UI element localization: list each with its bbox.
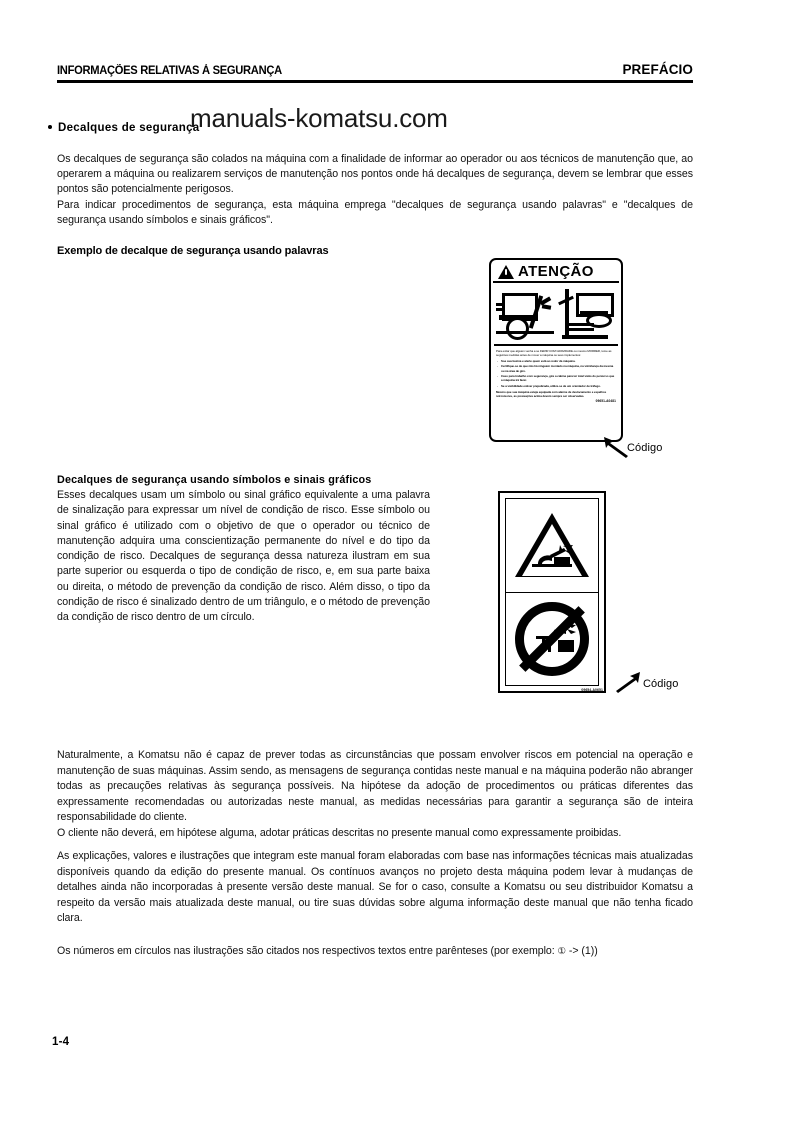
circled-one-glyph: ① — [557, 946, 567, 957]
decal-bullet-item: · Se a visibilidade estiver prejudicada, utilize-se de um orientador de tráfego. — [501, 384, 616, 388]
section-bullet-heading-label: Decalques de segurança — [58, 122, 200, 134]
decal-pictogram-row — [494, 285, 618, 346]
revisions-paragraph: As explicações, valores e ilustrações que integram este manual foram elaboradas com base nas informações técnicas mais atualizadas disponíveis quando da edição do presente manual. Os contínuos avanços no projeto desta máquina podem levar à mudanças de detalhes ainda não incorporadas à presente versão deste manual. Se for o caso, consulte a Komatsu ou seu distribuidor Komatsu a respeito da versão mais atualizada deste manual, ou tire suas dúvidas sobre alguma informação deste manual que não tenha ficado clara. — [57, 850, 693, 925]
revisions-paragraph-block — [57, 849, 693, 927]
codigo-arrow-1-icon — [602, 437, 630, 459]
header-section-title: INFORMAÇÕES RELATIVAS À SEGURANÇA — [57, 65, 282, 77]
decal-signal-word: ATENÇÃO — [518, 263, 594, 280]
decal-bullet-list — [496, 359, 616, 388]
symbols-paragraph-block — [57, 488, 430, 626]
header-chapter-title: PREFÁCIO — [622, 62, 693, 77]
decal-bullet-item: · Soe sua buzina e alerte quem está ao redor da máquina. — [501, 359, 616, 363]
symbols-paragraph: Esses decalques usam um símbolo ou sinal gráfico equivalente a uma palavra de sinalização para expressar um nível de condição de risco. Esse símbolo ou sinal gráfico é utilizado com o objetivo de que o operador ou técnico de manutenção adquira uma conscientização permanente do nível e do tipo da condição de risco. Decalques de segurança dessa natureza ilustram em sua parte superior ou esquerda o tipo de condição de risco, e, em sua parte baixa ou direita, o método de prevenção da condição de risco. Além disso, o tipo da condição de risco é sinalizado dentro de um triângulo, e o método de prevenção da condição de risco dentro de um círculo. — [57, 489, 430, 624]
bullet-dot-icon — [48, 125, 52, 129]
prohibition-circle-icon — [515, 602, 589, 676]
hazard-triangle-icon — [515, 513, 589, 577]
liability-paragraph-2: O cliente não deverá, em hipótese alguma, adotar práticas descritas no presente manual como expressamente proibidas. — [57, 826, 622, 839]
liability-paragraph: Naturalmente, a Komatsu não é capaz de prever todas as circunstâncias que possam envolver riscos em potencial na operação e manutenção de suas máquinas. Assim sendo, as mensagens de segurança contidas neste manual e na máquina poderão não abranger todas as precauções relativas às segurança possíveis. Na hipótese da adoção de procedimentos ou práticas diferentes das expressamente recomendadas ou autorizadas neste manual, as medidas necessárias para garantir a segurança são de inteira responsabilidade do cliente. — [57, 749, 693, 824]
intro-paragraph-2: Para indicar procedimentos de segurança, esta máquina emprega "decalques de segurança usando palavras" e "decalques de segurança usando símbolos e sinais gráficos". — [57, 198, 693, 226]
machine-crush-pictogram — [556, 285, 618, 344]
decal-body-text — [494, 348, 618, 440]
intro-paragraph-block — [57, 152, 693, 228]
machine-rollover-pictogram — [494, 285, 556, 344]
warning-decal-words-image — [489, 258, 623, 442]
decal-signal-banner — [493, 262, 619, 283]
circled-numbers-prefix: Os números em círculos nas ilustrações são citados nos respectivos textos entre parênteses (por exemplo: — [57, 945, 558, 957]
page-header — [57, 62, 693, 77]
decal-code-words: 09651-A0481 — [595, 399, 616, 404]
header-divider — [57, 80, 693, 83]
symbols-heading: Decalques de segurança usando símbolos e sinais gráficos — [57, 474, 372, 486]
decal-body-tail: Mesmo que sua máquina esteja equipada com alarme de deslocamento e espelhos retrovisores, as precauções acima devem sempre ser observadas. — [496, 389, 607, 398]
codigo-arrow-2-icon — [614, 672, 642, 694]
example-heading: Exemplo de decalque de segurança usando palavras — [57, 245, 329, 257]
codigo-callout-2: Código — [643, 678, 679, 690]
liability-paragraph-block — [57, 748, 693, 842]
hazard-triangle-symbol — [506, 499, 598, 593]
decal-body-lead: Para evitar que alguém venha a se FERIR COM GRAVIDADE ou mesmo MORRER, tome as seguintes medidas antes de mover a máquina ou seus implementos: — [496, 349, 612, 358]
decal-symbols-frame — [505, 498, 599, 686]
warning-triangle-icon — [498, 265, 514, 279]
intro-paragraph: Os decalques de segurança são colados na máquina com a finalidade de informar ao operador ou aos técnicos de manutenção que, ao operarem a máquina ou realizarem serviços de manutenção nos pontos onde há decalques de segurança, devem se lembrar que esses pontos são potencialmente perigosos. — [57, 153, 693, 196]
decal-code-symbols: 09654-A0651 — [581, 688, 603, 692]
prohibition-circle-symbol — [506, 593, 598, 686]
crush-hazard-glyph-icon — [530, 545, 574, 569]
warning-decal-symbols-image — [498, 491, 606, 693]
codigo-callout-1: Código — [627, 442, 663, 454]
circled-numbers-note — [57, 944, 693, 959]
watermark-text: manuals-komatsu.com — [190, 103, 448, 133]
decal-bullet-item: · Caso para trabalho com segurança, gire a cabine para ter total visão do percurso que a máquina irá fazer. — [501, 374, 616, 383]
section-bullet-heading — [48, 122, 199, 134]
page-number-footer: 1-4 — [52, 1036, 70, 1048]
circled-numbers-note-line — [57, 944, 693, 959]
decal-bullet-item: · Certifique-se de que não há ninguém montado na máquina, na vizinhança da mesma ou na área de giro. — [501, 364, 616, 373]
circled-numbers-suffix: -> (1)) — [566, 945, 598, 957]
